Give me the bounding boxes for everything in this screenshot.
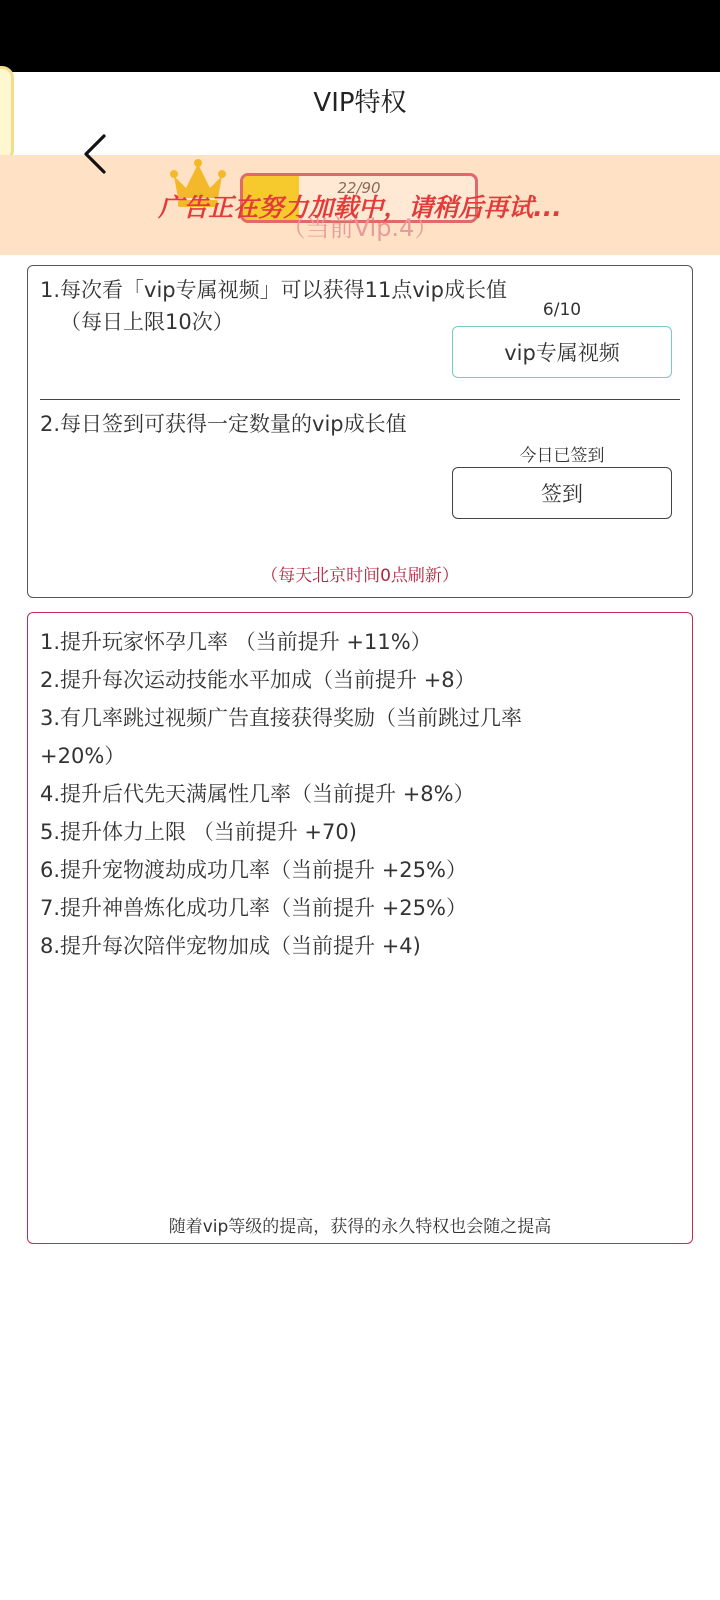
benefit-item: 1.提升玩家怀孕几率 （当前提升 +11%）: [40, 630, 432, 654]
vip-video-button[interactable]: vip专属视频: [452, 326, 672, 378]
video-task-limit: （每日上限10次）: [60, 310, 234, 334]
benefit-item: 4.提升后代先天满属性几率（当前提升 +8%）: [40, 782, 475, 806]
benefit-item: 7.提升神兽炼化成功几率（当前提升 +25%）: [40, 896, 467, 920]
benefits-footer-note: 随着vip等级的提高，获得的永久特权也会随之提高: [168, 1217, 552, 1237]
chevron-left-icon: [78, 130, 118, 178]
benefit-item-continuation: +20%）: [40, 744, 126, 768]
back-button[interactable]: [78, 130, 118, 178]
vip-progress-text: 22/90: [337, 179, 381, 197]
benefit-item: 8.提升每次陪伴宠物加成（当前提升 +4): [40, 934, 421, 958]
benefit-item: 6.提升宠物渡劫成功几率（当前提升 +25%）: [40, 858, 467, 882]
vip-level-text: （当前Vip.4）: [281, 214, 439, 242]
benefit-item: 2.提升每次运动技能水平加成（当前提升 +8）: [40, 668, 476, 692]
refresh-note: （每天北京时间0点刷新）: [261, 566, 459, 586]
signin-button[interactable]: 签到: [452, 467, 672, 519]
benefits-list: [40, 623, 670, 965]
video-task-text: 1.每次看「vip专属视频」可以获得11点vip成长值: [40, 278, 507, 302]
status-bar: [0, 0, 720, 72]
ad-loading-message: 广告正在努力加载中，请稍后再试...: [158, 193, 562, 222]
page-title: VIP特权: [313, 88, 407, 118]
vip-benefits-panel: [27, 612, 693, 1244]
task-divider: [40, 399, 680, 400]
growth-tasks-panel: [27, 265, 693, 598]
video-count: 6/10: [542, 300, 582, 320]
signin-status: 今日已签到: [519, 446, 605, 466]
signin-task-text: 2.每日签到可获得一定数量的vip成长值: [40, 412, 407, 436]
benefit-item: 5.提升体力上限 （当前提升 +70): [40, 820, 357, 844]
benefit-item: 3.有几率跳过视频广告直接获得奖励（当前跳过几率: [40, 706, 523, 730]
